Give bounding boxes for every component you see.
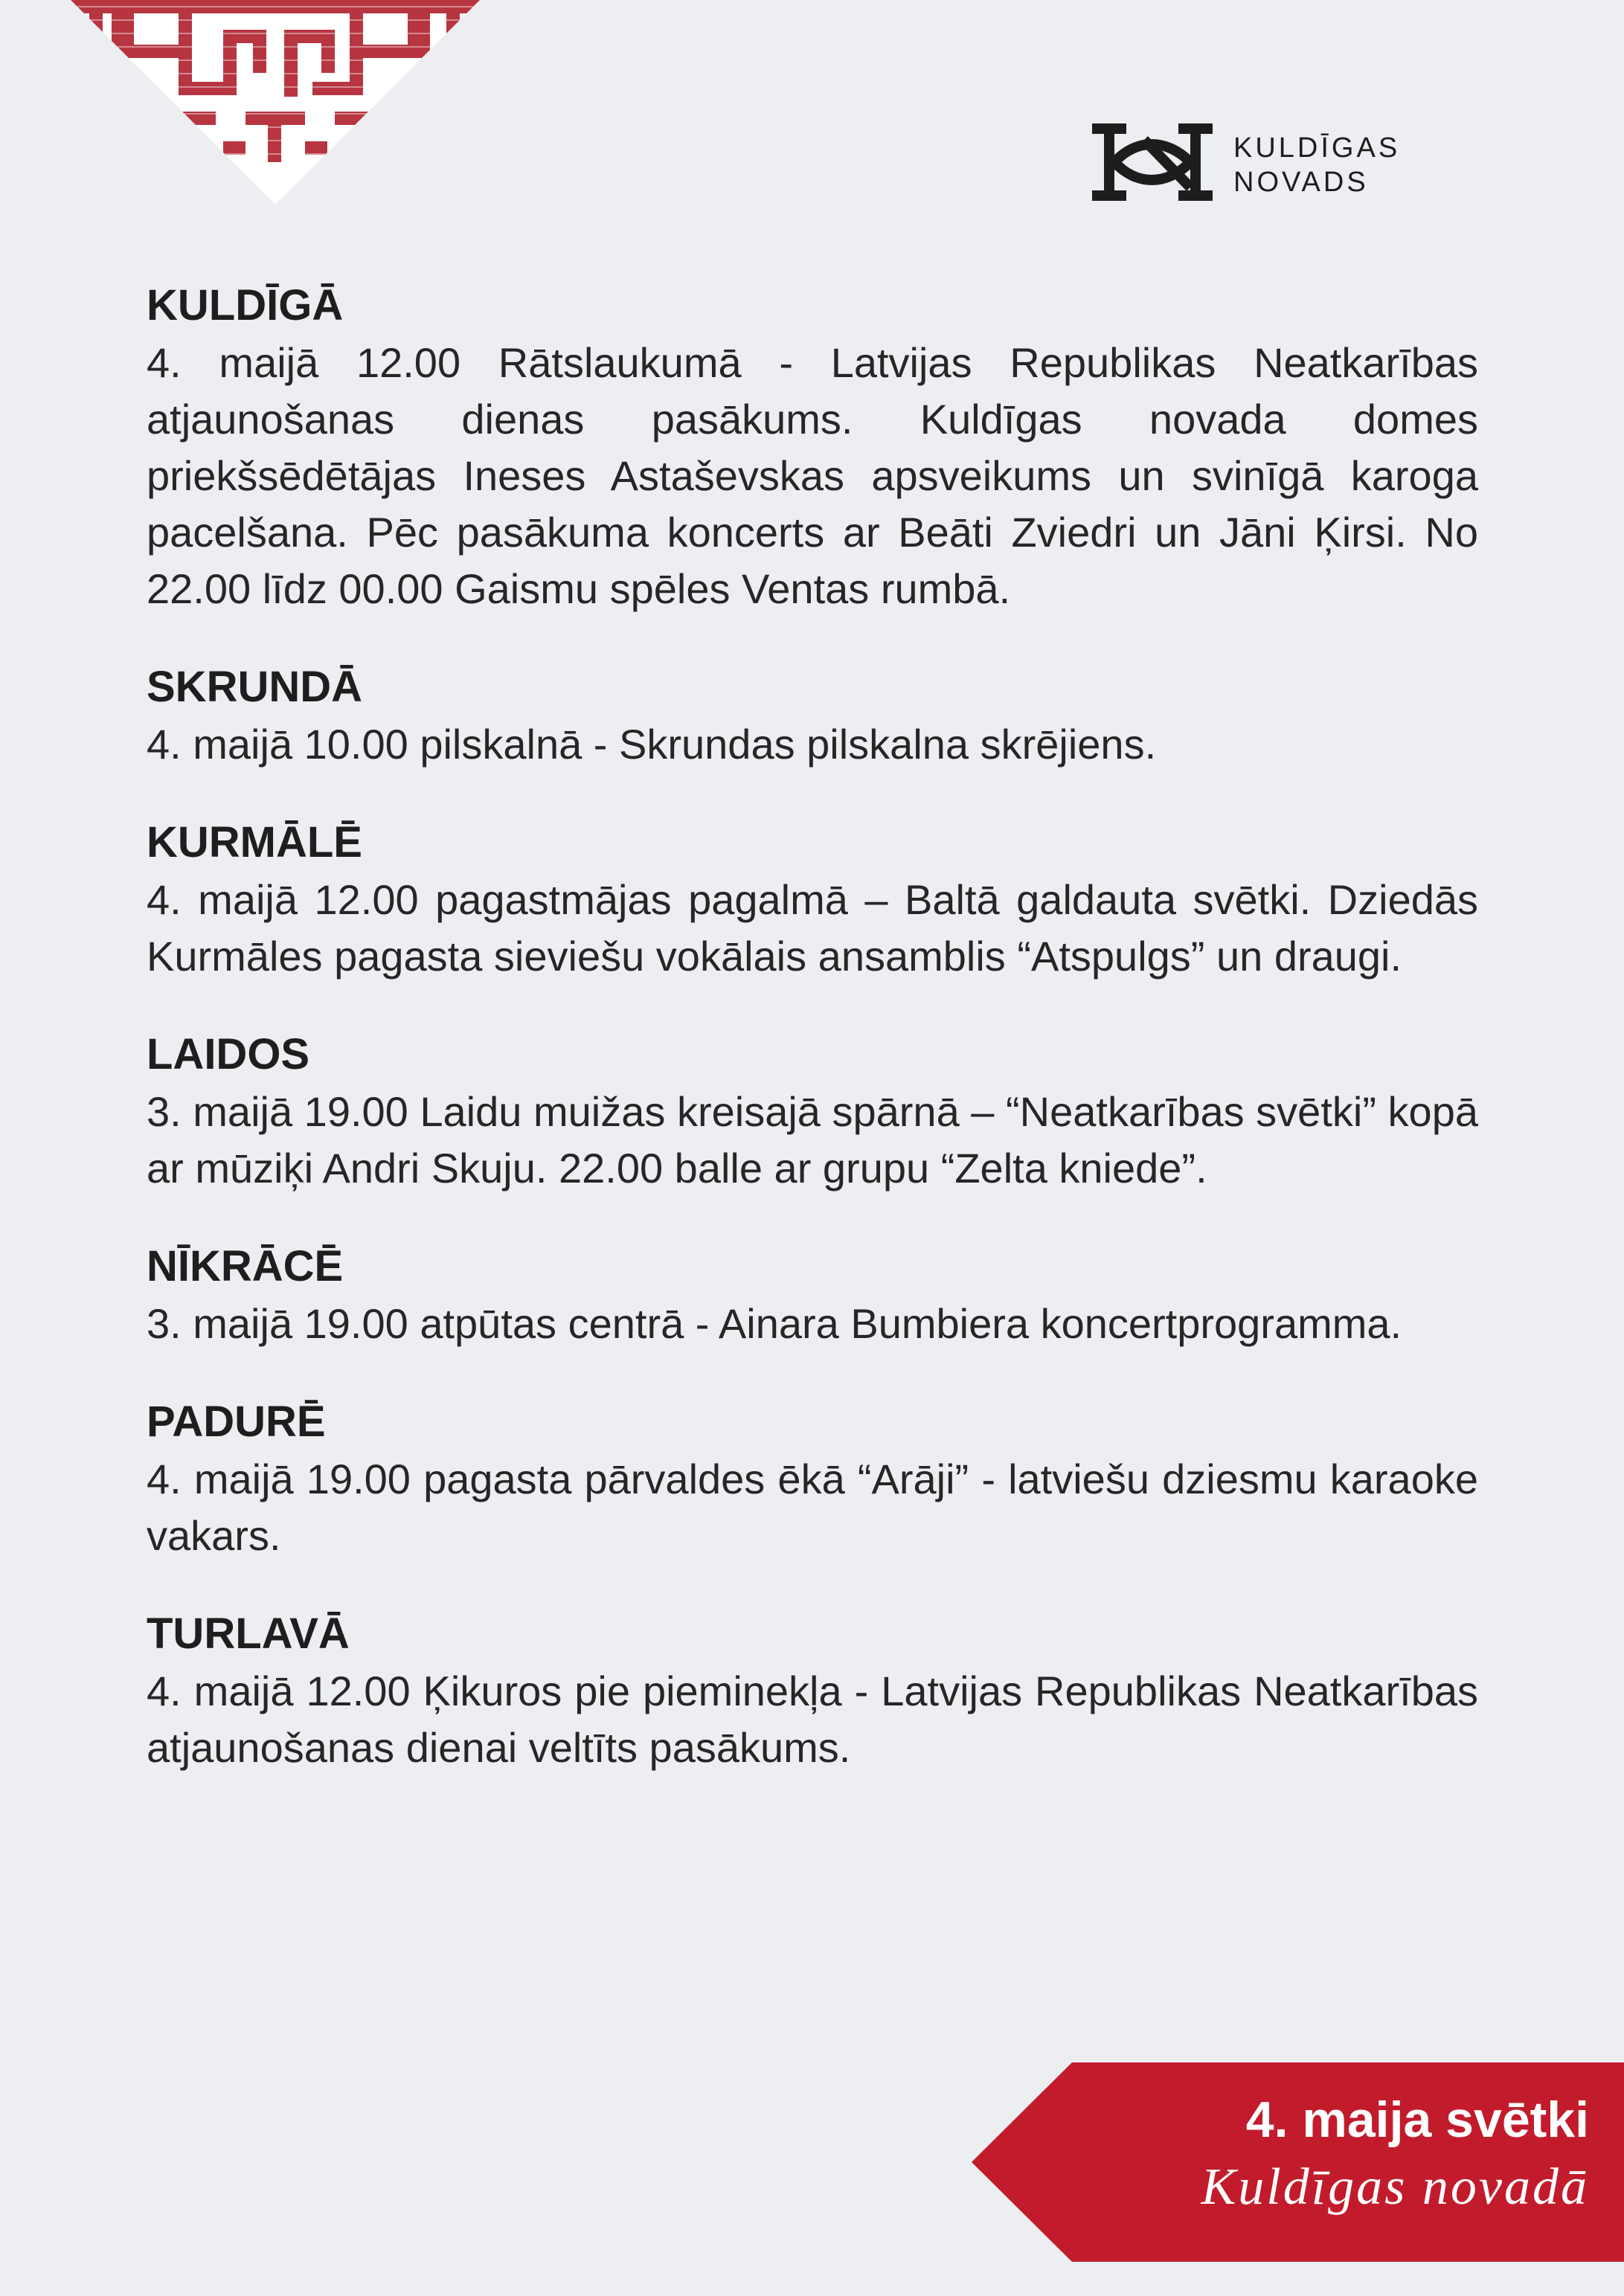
section-title: SKRUNDĀ — [147, 663, 362, 711]
event-section-skrunda — [147, 658, 1478, 773]
kuldiga-logo-mark-icon — [1092, 123, 1213, 201]
section-text: 4. maijā 12.00 pagastmājas pagalmā – Baltā galdauta svētki. Dziedās Kurmāles pagasta sieviešu vokālais ansamblis “Atspulgs” un draugi. — [147, 876, 1478, 980]
event-section-laidos — [147, 1026, 1478, 1197]
event-section-turlava — [147, 1605, 1478, 1776]
logo-text — [1233, 131, 1400, 199]
section-title: KULDĪGĀ — [147, 281, 344, 329]
section-text: 3. maijā 19.00 atpūtas centrā - Ainara Bumbiera koncertprogramma. — [147, 1300, 1402, 1347]
section-text: 4. maijā 12.00 Ķikuros pie pieminekļa - Latvijas Republikas Neatkarības atjaunošanas dienai veltīts pasākums. — [147, 1668, 1478, 1771]
section-title: KURMĀLĒ — [147, 818, 362, 866]
kuldiga-county-logo — [1092, 123, 1442, 205]
section-title: NĪKRĀCĒ — [147, 1242, 344, 1290]
event-section-nikrace — [147, 1238, 1478, 1352]
logo-text-line1: KULDĪGAS — [1233, 132, 1401, 164]
event-section-kuldiga — [147, 277, 1478, 617]
section-title: PADURĒ — [147, 1398, 326, 1446]
holiday-banner — [972, 2062, 1624, 2262]
event-list — [147, 277, 1478, 1817]
section-text: 4. maijā 12.00 Rātslaukumā - Latvijas Republikas Neatkarības atjaunošanas dienas pasākums. Kuldīgas novada domes priekšsēdētājas Ineses Astaševskas apsveikums un svinīgā karoga pacelšana. Pēc pasākuma koncerts ar Beāti Zviedri un Jāni Ķirsi. No 22.00 līdz 00.00 Gaismu spēles Ventas rumbā. — [147, 339, 1478, 612]
event-section-kurmale — [147, 814, 1478, 985]
section-text: 3. maijā 19.00 Laidu muižas kreisajā spārnā – “Neatkarības svētki” kopā ar mūziķi Andri Skuju. 22.00 balle ar grupu “Zelta kniede”. — [147, 1088, 1478, 1192]
section-text: 4. maijā 10.00 pilskalnā - Skrundas pilskalna skrējiens. — [147, 721, 1157, 768]
section-text: 4. maijā 19.00 pagasta pārvaldes ēkā “Arāji” - latviešu dziesmu karaoke vakars. — [147, 1456, 1478, 1559]
section-title: TURLAVĀ — [147, 1610, 350, 1658]
banner-subtitle: Kuldīgas novadā — [1201, 2158, 1589, 2216]
section-title: LAIDOS — [147, 1030, 310, 1078]
event-section-padure — [147, 1393, 1478, 1564]
logo-text-line2: NOVADS — [1233, 167, 1369, 198]
folk-ornament-decoration — [0, 0, 551, 216]
banner-title: 4. maija svētki — [1245, 2091, 1589, 2148]
